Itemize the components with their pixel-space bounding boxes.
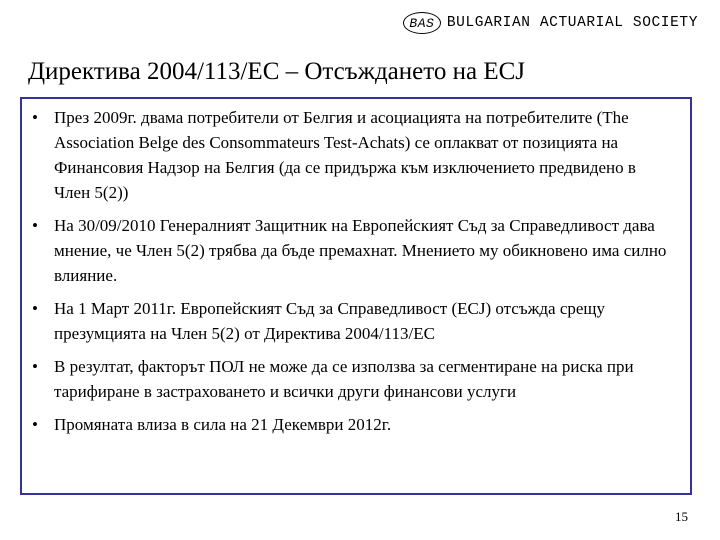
bullet-text: Промяната влиза в сила на 21 Декември 2012г.: [54, 415, 392, 434]
content-box: [20, 97, 692, 495]
bullet-text: На 30/09/2010 Генералният Защитник на Европейският Съд за Справедливост дава мнение, че Член 5(2) трябва да бъде премахнат. Мнението му обикновено има силно влияние.: [54, 216, 667, 285]
logo-text: BAS: [409, 15, 435, 31]
slide-title: Директива 2004/113/ЕС – Отсъждането на ECJ: [28, 58, 525, 85]
bas-logo: [403, 12, 441, 34]
header-brand: [403, 12, 698, 34]
bullet-marker: •: [32, 216, 38, 235]
bullet-list: [30, 105, 676, 437]
bullet-marker: •: [32, 299, 38, 318]
bullet-text: В резултат, факторът ПОЛ не може да се използва за сегментиране на риска при тарифиране в застраховането и всички други финансови услуги: [54, 357, 634, 401]
bullet-item: [30, 296, 676, 346]
bullet-item: [30, 354, 676, 404]
bullet-item: [30, 213, 676, 288]
bullet-item: [30, 105, 676, 205]
society-name: BULGARIAN ACTUARIAL SOCIETY: [446, 14, 698, 31]
bullet-marker: •: [32, 108, 38, 127]
bullet-text: През 2009г. двама потребители от Белгия и асоциацията на потребителите (The Association Belge des Consommateurs Test-Achats) се оплакват от позицията на Финансовия Надзор на Белгия (да се придържа към изключението предвидено в Член 5(2)): [54, 108, 636, 202]
bullet-marker: •: [32, 415, 38, 434]
bullet-item: [30, 412, 676, 437]
bullet-text: На 1 Март 2011г. Европейският Съд за Справедливост (ECJ) отсъжда срещу презумцията на Член 5(2) от Директива 2004/113/ЕС: [54, 299, 606, 343]
page-number: 15: [675, 509, 688, 524]
bullet-marker: •: [32, 357, 38, 376]
